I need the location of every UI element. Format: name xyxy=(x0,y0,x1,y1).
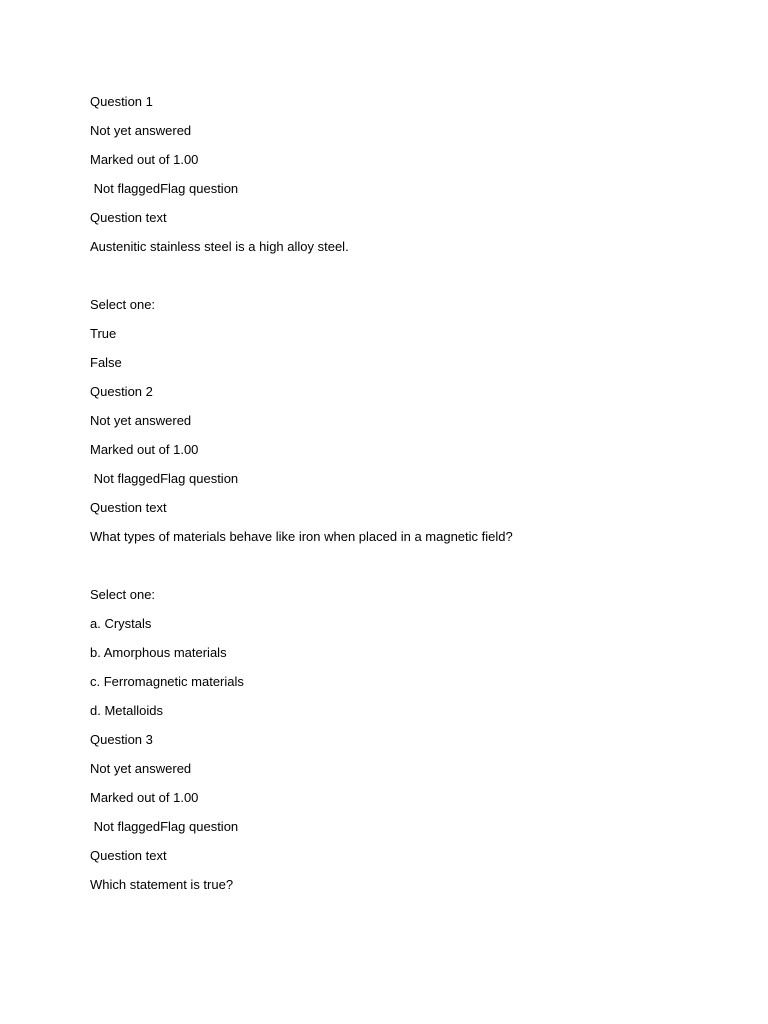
spacer xyxy=(90,266,710,295)
question-number: Question 2 xyxy=(90,384,153,399)
question-marks: Marked out of 1.00 xyxy=(90,442,199,457)
answer-option-c[interactable]: c. Ferromagnetic materials xyxy=(90,674,244,689)
answer-option-d[interactable]: d. Metalloids xyxy=(90,703,163,718)
question-status: Not yet answered xyxy=(90,761,192,776)
question-number: Question 1 xyxy=(90,94,153,109)
answer-option-a[interactable]: a. Crystals xyxy=(90,616,152,631)
select-one-label: Select one: xyxy=(90,297,156,312)
question-status: Not yet answered xyxy=(90,413,192,428)
select-one-label: Select one: xyxy=(90,587,156,602)
question-text: What types of materials behave like iron when placed in a magnetic field? xyxy=(90,529,513,544)
quiz-document xyxy=(90,92,710,904)
flag-question-link[interactable]: Not flaggedFlag question xyxy=(90,181,239,196)
question-number: Question 3 xyxy=(90,732,153,747)
question-text: Austenitic stainless steel is a high alloy steel. xyxy=(90,239,349,254)
question-text: Which statement is true? xyxy=(90,877,234,892)
answer-option-b[interactable]: b. Amorphous materials xyxy=(90,645,227,660)
flag-question-link[interactable]: Not flaggedFlag question xyxy=(90,471,239,486)
question-marks: Marked out of 1.00 xyxy=(90,790,199,805)
question-text-label: Question text xyxy=(90,848,167,863)
flag-question-link[interactable]: Not flaggedFlag question xyxy=(90,819,239,834)
question-text-label: Question text xyxy=(90,210,167,225)
answer-option-true[interactable]: True xyxy=(90,326,117,341)
question-marks: Marked out of 1.00 xyxy=(90,152,199,167)
answer-option-false[interactable]: False xyxy=(90,355,122,370)
spacer xyxy=(90,556,710,585)
question-text-label: Question text xyxy=(90,500,167,515)
question-status: Not yet answered xyxy=(90,123,192,138)
